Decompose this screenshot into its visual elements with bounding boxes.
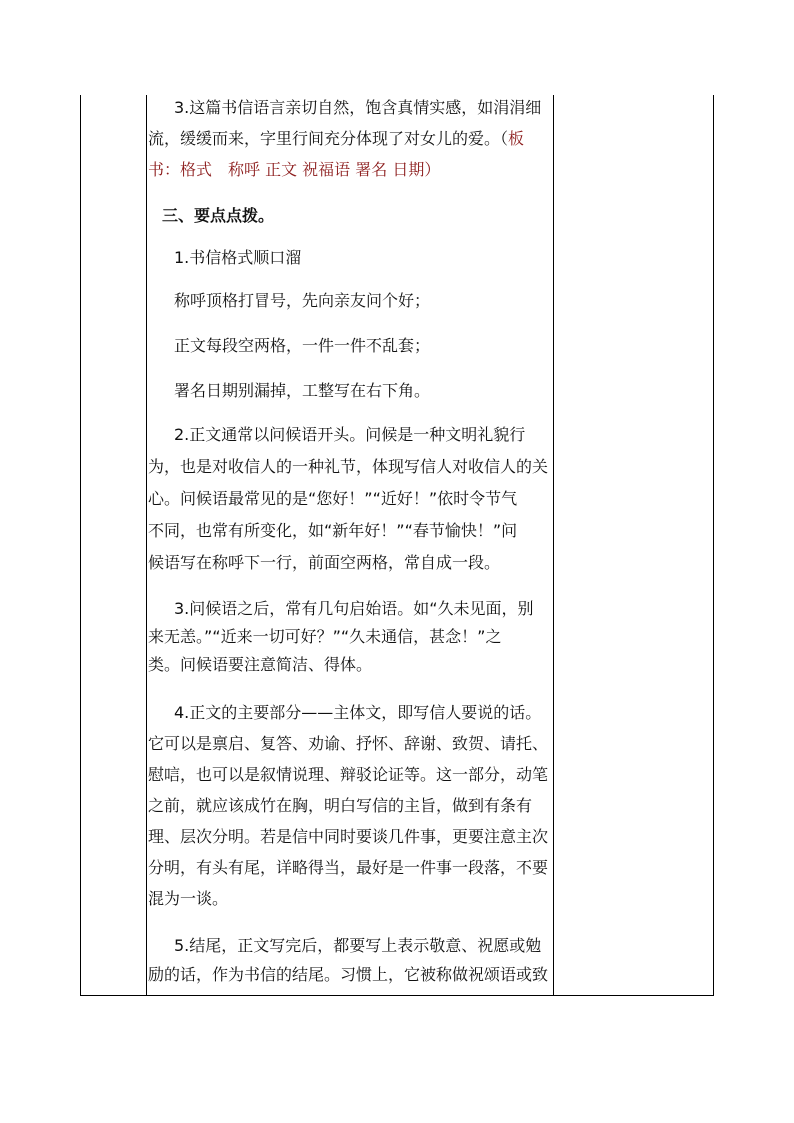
- text-line: 为，也是对收信人的一种礼节，体现写信人对收信人的关: [148, 457, 549, 476]
- paragraph-point-5: [148, 931, 553, 989]
- board-note-start: 板: [508, 129, 525, 148]
- table-bottom-border: [80, 995, 714, 996]
- table-border-left: [80, 95, 81, 996]
- text-line: 5.结尾，正文写完后，都要写上表示敬意、祝愿或勉: [174, 936, 542, 955]
- text-line: 慰唁，也可以是叙情说理、辩驳论证等。这一部分，动笔: [148, 765, 549, 784]
- paragraph-point-2: [148, 419, 553, 579]
- board-note: 书：格式 称呼 正文 祝福语 署名 日期）: [148, 160, 441, 179]
- text-line: 不同，也常有所变化，如“新年好！”“春节愉快！”问: [148, 521, 518, 540]
- rhyme-line: [148, 375, 553, 406]
- text-line: 3.问候语之后，常有几句启始语。如“久未见面，别: [174, 599, 534, 618]
- text-line: 称呼顶格打冒号，先向亲友问个好；: [174, 291, 431, 310]
- table-column-divider-2: [553, 95, 554, 996]
- text-line: 3.这篇书信语言亲切自然，饱含真情实感，如涓涓细: [174, 98, 542, 117]
- text-line: 理、层次分明。若是信中同时要谈几件事，更要注意主次: [148, 827, 549, 846]
- text-line: 混为一谈。: [148, 889, 229, 908]
- text-line: 励的话，作为书信的结尾。习惯上，它被称做祝颂语或致: [148, 965, 549, 984]
- text-line: 正文每段空两格，一件一件不乱套；: [174, 336, 431, 355]
- paragraph-point-4: [148, 697, 553, 914]
- text-line: 署名日期别漏掉，工整写在右下角。: [174, 381, 431, 400]
- table-column-divider-1: [146, 95, 147, 996]
- text-line: 4.正文的主要部分——主体文，即写信人要说的话。: [174, 703, 542, 722]
- text-line: 它可以是禀启、复答、劝谕、抒怀、辞谢、致贺、请托、: [148, 734, 549, 753]
- text-line: [148, 123, 553, 154]
- text-line: 候语写在称呼下一行，前面空两格，常自成一段。: [148, 553, 501, 572]
- text-line: 类。问候语要注意简洁、得体。: [148, 655, 373, 674]
- table-border-right: [713, 95, 714, 996]
- text-line: 之前，就应该成竹在胸，明白写信的主旨，做到有条有: [148, 796, 533, 815]
- text-line: 分明，有头有尾，详略得当，最好是一件事一段落，不要: [148, 858, 549, 877]
- paragraph-point-3: [148, 595, 553, 679]
- rhyme-line: [148, 330, 553, 361]
- text-line: 1.书信格式顺口溜: [174, 248, 302, 267]
- section-heading: 三、要点点拨。: [162, 206, 275, 225]
- text-line: 心。问候语最常见的是“您好！”“近好！”依时令节气: [148, 489, 518, 508]
- rhyme-line: [148, 285, 553, 316]
- text-line: 来无恙。”“近来一切可好？”“久未通信，甚念！”之: [148, 627, 502, 646]
- text-segment: 流，缓缓而来，字里行间充分体现了对女儿的爱。（: [148, 129, 509, 148]
- text-line: 2.正文通常以问候语开头。问候是一种文明礼貌行: [174, 425, 526, 444]
- paragraph-letter-language: [148, 92, 553, 185]
- rhyme-title: [148, 242, 553, 273]
